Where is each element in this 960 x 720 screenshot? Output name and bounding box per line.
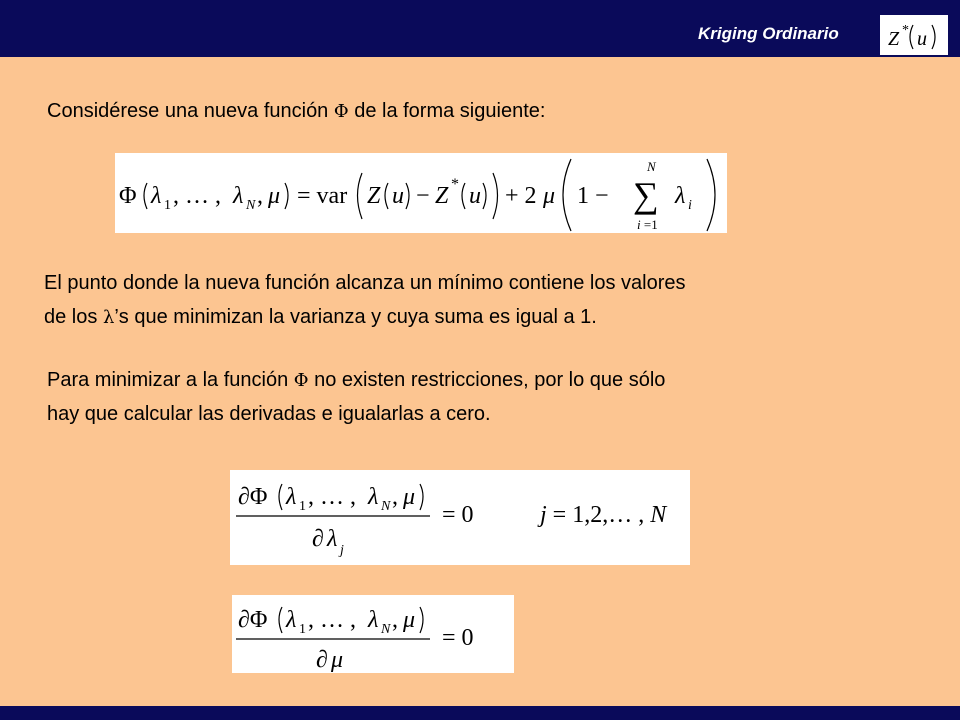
- svg-text:∂Φ: ∂Φ: [238, 484, 268, 510]
- svg-text:j: j: [340, 543, 344, 558]
- equation-lagrangian-graphic: [115, 153, 727, 233]
- svg-text:1: 1: [164, 198, 171, 213]
- phi-symbol-2: Φ: [293, 370, 309, 391]
- lambda-symbol: λ: [102, 307, 115, 328]
- svg-text:Z: Z: [888, 28, 900, 50]
- svg-text:N: N: [246, 198, 256, 213]
- paragraph-deriv-text-after: no existen restricciones, por lo que sólo: [314, 369, 666, 391]
- svg-text:u: u: [917, 28, 927, 50]
- svg-text:= var: = var: [297, 183, 348, 209]
- paragraph-min-line1: El punto donde la nueva función alcanza un mínimo contiene los valores: [44, 272, 686, 294]
- svg-text:,: ,: [392, 484, 398, 510]
- svg-text:λ: λ: [233, 183, 244, 209]
- header-bar: [0, 0, 960, 57]
- svg-text:N: N: [647, 159, 656, 174]
- svg-text:, … ,: , … ,: [308, 484, 356, 510]
- svg-text:λ: λ: [675, 183, 686, 209]
- header-title: Kriging Ordinario: [698, 24, 839, 43]
- equation-derivative-lambda-graphic: [230, 470, 690, 565]
- svg-text:μ: μ: [403, 484, 416, 510]
- phi-symbol: Φ: [333, 101, 349, 122]
- svg-text:1: 1: [299, 622, 306, 637]
- svg-text:, … ,: , … ,: [173, 183, 221, 209]
- svg-text:λ: λ: [368, 484, 379, 510]
- svg-text:μ: μ: [331, 647, 344, 673]
- header-formula-graphic: [880, 15, 948, 55]
- equation-derivative-lambda: [230, 470, 690, 565]
- svg-text:N: N: [381, 499, 391, 514]
- intro-paragraph: [47, 100, 545, 123]
- header-formula: [880, 15, 948, 55]
- svg-text:,: ,: [392, 607, 398, 633]
- svg-text:,: ,: [257, 183, 263, 209]
- svg-text:= 0: = 0: [442, 502, 474, 528]
- svg-text:+ 2: + 2: [505, 183, 537, 209]
- svg-text:∑: ∑: [633, 175, 659, 215]
- intro-text-after: de la forma siguiente:: [354, 100, 546, 122]
- intro-text-before: Considérese una nueva función: [47, 100, 329, 122]
- svg-text:∂Φ: ∂Φ: [238, 607, 268, 633]
- svg-text:*: *: [451, 176, 459, 193]
- svg-text:Φ: Φ: [119, 183, 137, 209]
- svg-text:λ: λ: [151, 183, 162, 209]
- svg-text:1: 1: [299, 499, 306, 514]
- svg-text:Z: Z: [435, 183, 449, 209]
- paragraph-min-text-after: ’s que minimizan la varianza y cuya suma es igual a 1.: [114, 306, 597, 328]
- svg-text:Z: Z: [367, 183, 381, 209]
- svg-text:λ: λ: [327, 526, 338, 552]
- paragraph-min-line2: [44, 306, 597, 329]
- svg-text:, … ,: , … ,: [308, 607, 356, 633]
- svg-text:i =1: i =1: [637, 217, 658, 232]
- paragraph-deriv-line2: hay que calcular las derivadas e igualarlas a cero.: [47, 403, 491, 425]
- footer-bar: [0, 706, 960, 720]
- svg-text:μ: μ: [543, 183, 556, 209]
- paragraph-deriv-text-before: Para minimizar a la función: [47, 369, 289, 391]
- svg-text:1 −: 1 −: [577, 183, 609, 209]
- svg-text:λ: λ: [368, 607, 379, 633]
- paragraph-deriv-line1: [47, 369, 665, 392]
- svg-text:u: u: [392, 183, 404, 209]
- svg-text:u: u: [469, 183, 481, 209]
- svg-text:= 0: = 0: [442, 625, 474, 651]
- svg-text:λ: λ: [286, 484, 297, 510]
- svg-text:j = 1,2,… , N: j = 1,2,… , N: [540, 502, 667, 528]
- svg-text:*: *: [902, 23, 909, 38]
- equation-derivative-mu-graphic: [232, 595, 514, 673]
- svg-text:λ: λ: [286, 607, 297, 633]
- svg-text:μ: μ: [268, 183, 281, 209]
- svg-text:−: −: [416, 183, 430, 209]
- equation-derivative-mu: [232, 595, 514, 673]
- paragraph-min-text-before: de los: [44, 306, 98, 328]
- svg-text:μ: μ: [403, 607, 416, 633]
- equation-lagrangian: [115, 153, 727, 233]
- svg-text:∂: ∂: [312, 526, 324, 552]
- svg-text:i: i: [688, 198, 692, 213]
- svg-text:∂: ∂: [316, 647, 328, 673]
- svg-text:N: N: [381, 622, 391, 637]
